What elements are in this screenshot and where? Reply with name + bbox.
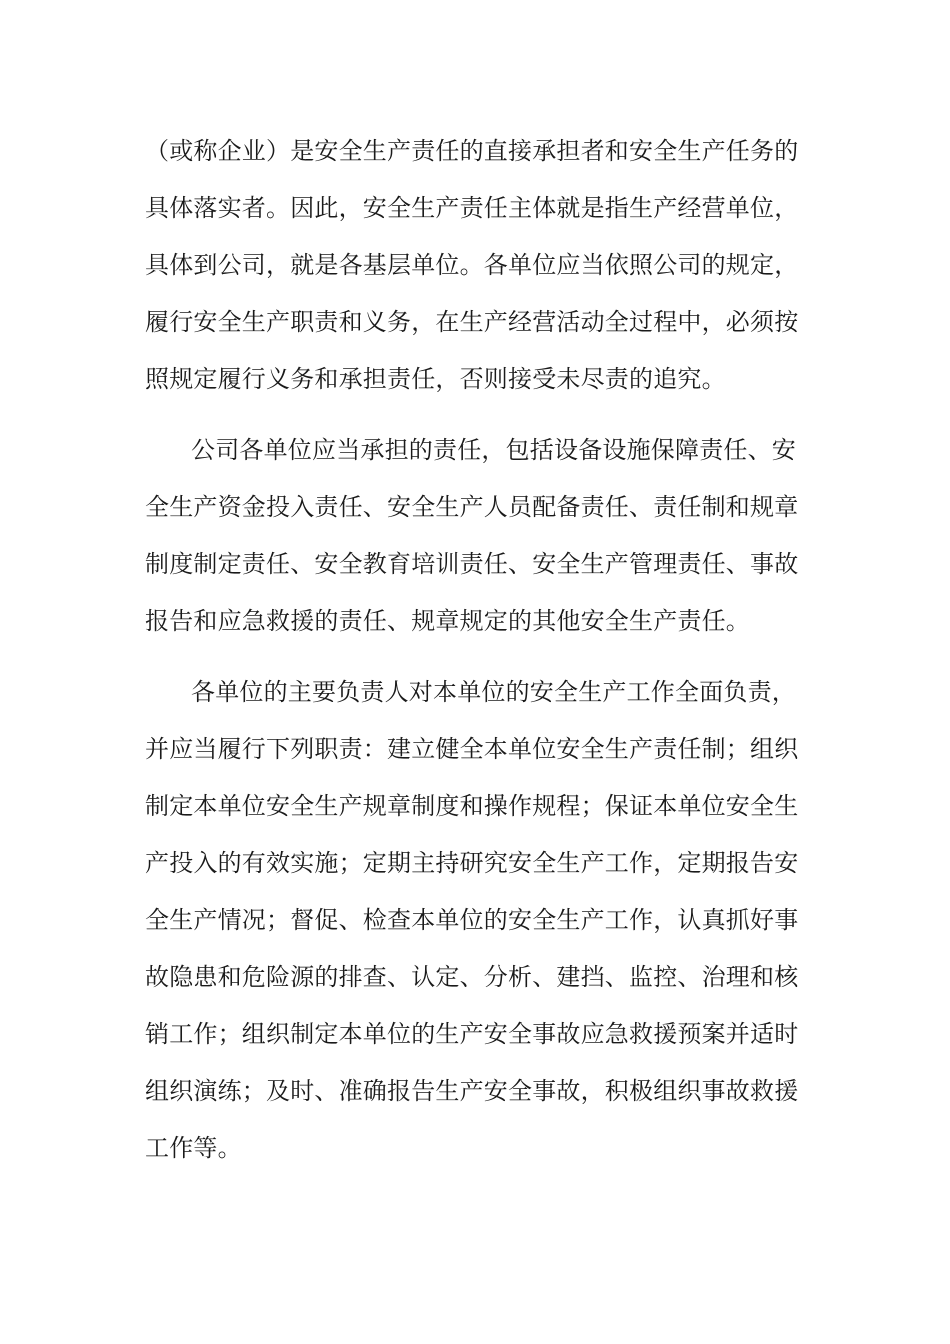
paragraph-line: 具体到公司，就是各基层单位。各单位应当依照公司的规定，: [145, 251, 799, 279]
paragraph-line: 全生产资金投入责任、安全生产人员配备责任、责任制和规章: [145, 493, 799, 521]
paragraph-line: 制度制定责任、安全教育培训责任、安全生产管理责任、事故: [145, 550, 799, 578]
paragraph-line: 报告和应急救援的责任、规章规定的其他安全生产责任。: [145, 607, 750, 635]
paragraph-line: 制定本单位安全生产规章制度和操作规程；保证本单位安全生: [145, 792, 799, 820]
paragraph-line: 公司各单位应当承担的责任，包括设备设施保障责任、安: [191, 436, 796, 464]
paragraph-line: 组织演练；及时、准确报告生产安全事故，积极组织事故救援: [145, 1077, 799, 1105]
paragraph-line: 照规定履行义务和承担责任，否则接受未尽责的追究。: [145, 365, 726, 393]
paragraph-line: 各单位的主要负责人对本单位的安全生产工作全面负责，: [191, 678, 796, 706]
paragraph-line: 具体落实者。因此，安全生产责任主体就是指生产经营单位，: [145, 194, 799, 222]
paragraph-line: 故隐患和危险源的排查、认定、分析、建挡、监控、治理和核: [145, 963, 799, 991]
paragraph-line: （或称企业）是安全生产责任的直接承担者和安全生产任务的: [145, 137, 799, 165]
paragraph-line: 并应当履行下列职责：建立健全本单位安全生产责任制；组织: [145, 735, 799, 763]
paragraph-line: 销工作；组织制定本单位的生产安全事故应急救援预案并适时: [145, 1020, 799, 1048]
paragraph-line: 工作等。: [145, 1134, 242, 1162]
paragraph-line: 履行安全生产职责和义务，在生产经营活动全过程中，必须按: [145, 308, 799, 336]
paragraph-line: 全生产情况；督促、检查本单位的安全生产工作，认真抓好事: [145, 906, 799, 934]
paragraph-line: 产投入的有效实施；定期主持研究安全生产工作，定期报告安: [145, 849, 799, 877]
